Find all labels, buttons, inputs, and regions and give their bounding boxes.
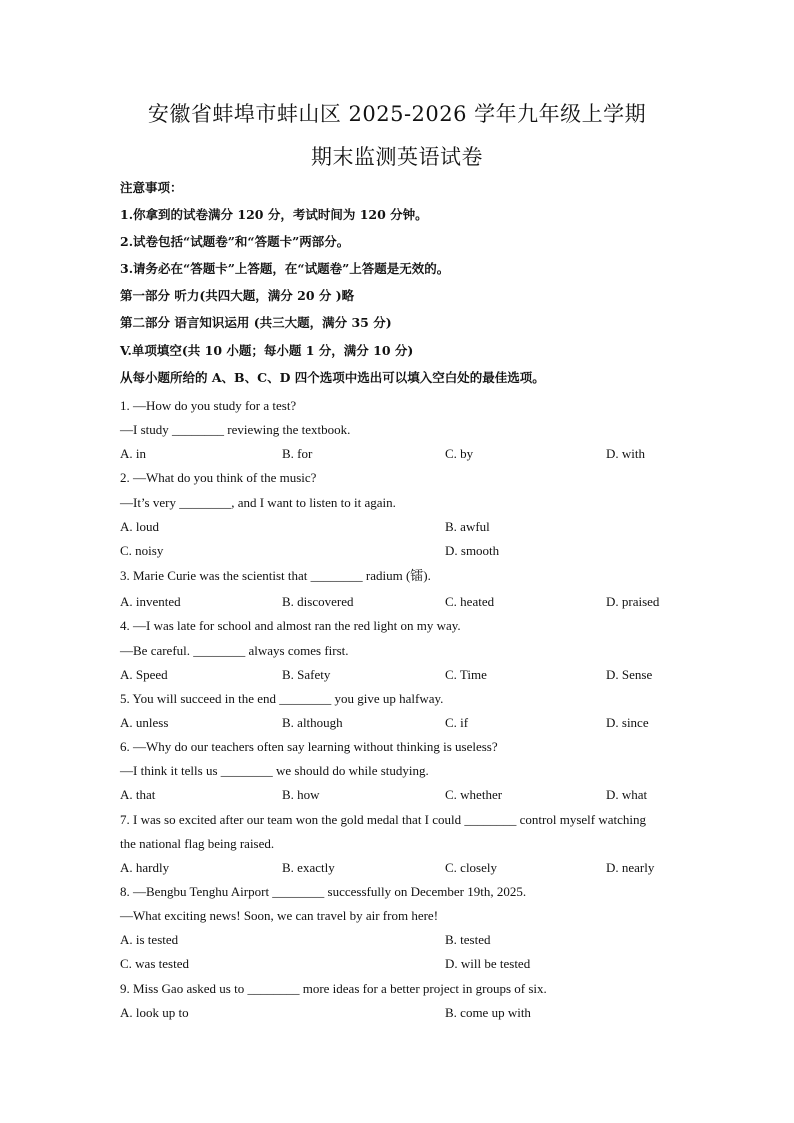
notice-item-1: 1.你拿到的试卷满分 120 分，考试时间为 120 分钟。 [120,207,428,222]
question-8-option-c: C. was tested [120,956,189,971]
question-8-line-2: —What exciting news! Soon, we can travel by air from here! [120,908,439,923]
question-6-line-2: —I think it tells us ________ we should do while studying. [120,763,429,778]
question-3-option-c: C. heated [445,594,495,609]
question-5-line-1: 5. You will succeed in the end ________ you give up halfway. [120,691,444,706]
question-1-option-b: B. for [282,446,313,461]
question-5-option-a: A. unless [120,715,169,730]
question-2-option-c: C. noisy [120,543,164,558]
question-8-option-a: A. is tested [120,932,179,947]
question-9-option-b: B. come up with [445,1005,531,1020]
question-3-option-b: B. discovered [282,594,354,609]
question-6-option-d: D. what [606,787,648,802]
question-8-line-1: 8. —Bengbu Tenghu Airport ________ successfully on December 19th, 2025. [120,884,527,899]
notice-heading: 注意事项： [120,180,183,195]
question-7-option-c: C. closely [445,860,497,875]
question-7-option-b: B. exactly [282,860,335,875]
question-9-option-a: A. look up to [120,1005,189,1020]
section-instruction: 从每小题所给的 A、B、C、D 四个选项中选出可以填入空白处的最佳选项。 [120,370,545,385]
section-single-choice: V.单项填空(共 10 小题；每小题 1 分，满分 10 分) [120,343,414,358]
question-4-line-2: —Be careful. ________ always comes first. [120,643,349,658]
question-2-line-2: —It’s very ________, and I want to listen to it again. [120,495,396,510]
question-3-option-a: A. invented [120,594,181,609]
notice-item-2: 2.试卷包括“试题卷”和“答题卡”两部分。 [120,234,350,249]
question-1-option-a: A. in [120,446,146,461]
question-7-option-d: D. nearly [606,860,655,875]
question-6-line-1: 6. —Why do our teachers often say learning without thinking is useless? [120,739,498,754]
question-4-option-a: A. Speed [120,667,168,682]
question-6-option-c: C. whether [445,787,503,802]
question-4-option-c: C. Time [445,667,487,682]
question-1-line-2: —I study ________ reviewing the textbook. [120,422,351,437]
question-7-line-1: 7. I was so excited after our team won the gold medal that I could ________ control myself watching [120,812,646,827]
question-2-line-1: 2. —What do you think of the music? [120,470,317,485]
question-1-line-1: 1. —How do you study for a test? [120,398,297,413]
question-4-option-d: D. Sense [606,667,653,682]
question-1-option-c: C. by [445,446,474,461]
question-6-option-a: A. that [120,787,156,802]
question-9-line-1: 9. Miss Gao asked us to ________ more ideas for a better project in groups of six. [120,981,547,996]
exam-title-line1: 安徽省蚌埠市蚌山区 2025-2026 学年九年级上学期 [147,102,647,126]
question-3-line-1: 3. Marie Curie was the scientist that ________ radium (镭). [120,568,431,583]
question-5-option-d: D. since [606,715,649,730]
question-8-option-b: B. tested [445,932,491,947]
question-5-option-b: B. although [282,715,343,730]
question-2-option-a: A. loud [120,519,159,534]
question-2-option-b: B. awful [445,519,490,534]
question-4-line-1: 4. —I was late for school and almost ran the red light on my way. [120,618,461,633]
exam-title-line2: 期末监测英语试卷 [311,145,483,169]
question-4-option-b: B. Safety [282,667,331,682]
notice-item-3: 3.请务必在“答题卡”上答题，在“试题卷”上答题是无效的。 [120,261,450,276]
section-part-one: 第一部分 听力(共四大题，满分 20 分 )略 [120,288,355,303]
question-5-option-c: C. if [445,715,469,730]
question-7-line-2: the national flag being raised. [120,836,275,851]
section-part-two: 第二部分 语言知识运用 (共三大题，满分 35 分) [120,315,392,330]
question-2-option-d: D. smooth [445,543,500,558]
question-8-option-d: D. will be tested [445,956,531,971]
question-7-option-a: A. hardly [120,860,170,875]
question-1-option-d: D. with [606,446,645,461]
question-3-option-d: D. praised [606,594,660,609]
question-6-option-b: B. how [282,787,320,802]
